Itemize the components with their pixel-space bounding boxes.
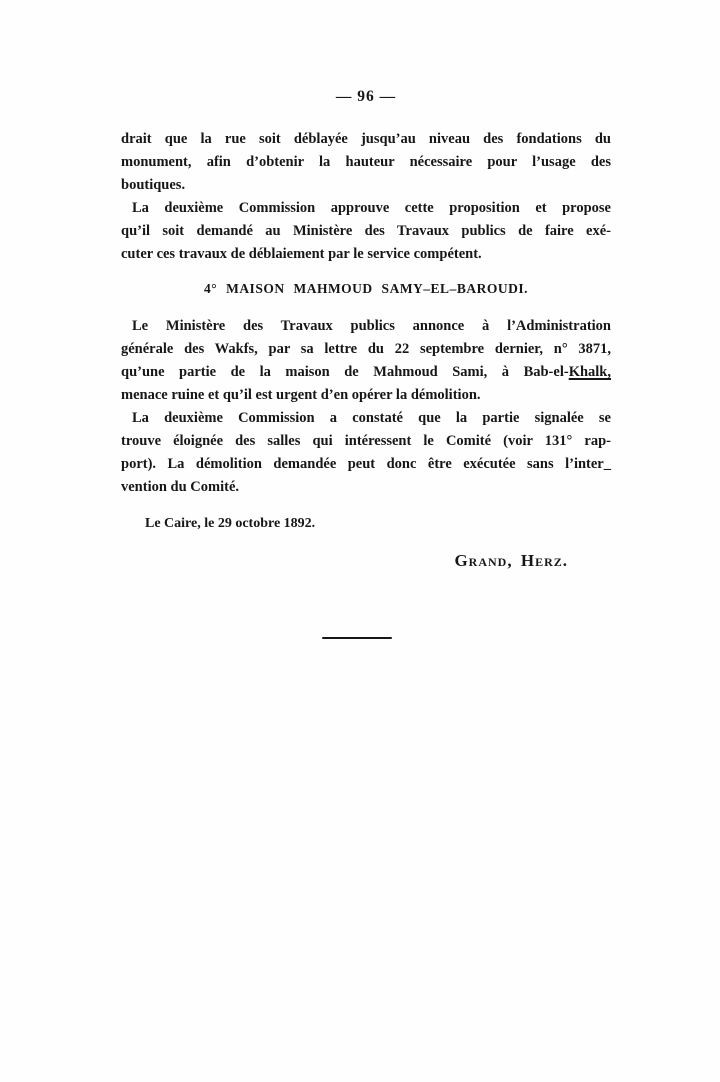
signature: Grand, Herz. bbox=[454, 551, 568, 570]
paragraph-ministere-annonce bbox=[121, 315, 611, 407]
text-line: menace ruine et qu’il est urgent d’en opérer la démolition. bbox=[121, 387, 481, 403]
page-number-header: — 96 — bbox=[335, 88, 397, 105]
text-line: La deuxième Commission approuve cette proposition et propose bbox=[132, 200, 611, 216]
section-heading: 4° MAISON MAHMOUD SAMY–EL–BAROUDI. bbox=[204, 281, 528, 296]
text-line: monument, afin d’obtenir la hauteur nécessaire pour l’usage des bbox=[121, 154, 611, 170]
text-line: qu’une partie de la maison de Mahmoud Sami, à Bab-el-Khalk, bbox=[121, 364, 611, 380]
separator-rule bbox=[322, 637, 392, 639]
paragraph-commission-constate bbox=[121, 407, 611, 499]
paragraph-commission-proposal bbox=[121, 197, 611, 266]
text-line: qu’il soit demandé au Ministère des Travaux publics de faire exé- bbox=[121, 223, 611, 239]
text-line: La deuxième Commission a constaté que la partie signalée se bbox=[132, 410, 611, 426]
underlined-text: Khalk, bbox=[568, 364, 611, 380]
text-line: générale des Wakfs, par sa lettre du 22 septembre dernier, n° 3871, bbox=[121, 341, 611, 357]
text-line: drait que la rue soit déblayée jusqu’au niveau des fondations du bbox=[121, 131, 611, 147]
text-line: vention du Comité. bbox=[121, 479, 240, 495]
paragraph-continuation bbox=[121, 128, 611, 197]
text-column bbox=[121, 88, 611, 639]
text-line: cuter ces travaux de déblaiement par le service compétent. bbox=[121, 246, 482, 262]
text-line: trouve éloignée des salles qui intéressent le Comité (voir 131° rap- bbox=[121, 433, 611, 449]
text-line: port). La démolition demandée peut donc être exécutée sans l’inter_ bbox=[121, 456, 611, 472]
text-line: Le Ministère des Travaux publics annonce à l’Administration bbox=[132, 318, 611, 334]
dateline: Le Caire, le 29 octobre 1892. bbox=[145, 516, 316, 531]
text-line: boutiques. bbox=[121, 177, 186, 193]
